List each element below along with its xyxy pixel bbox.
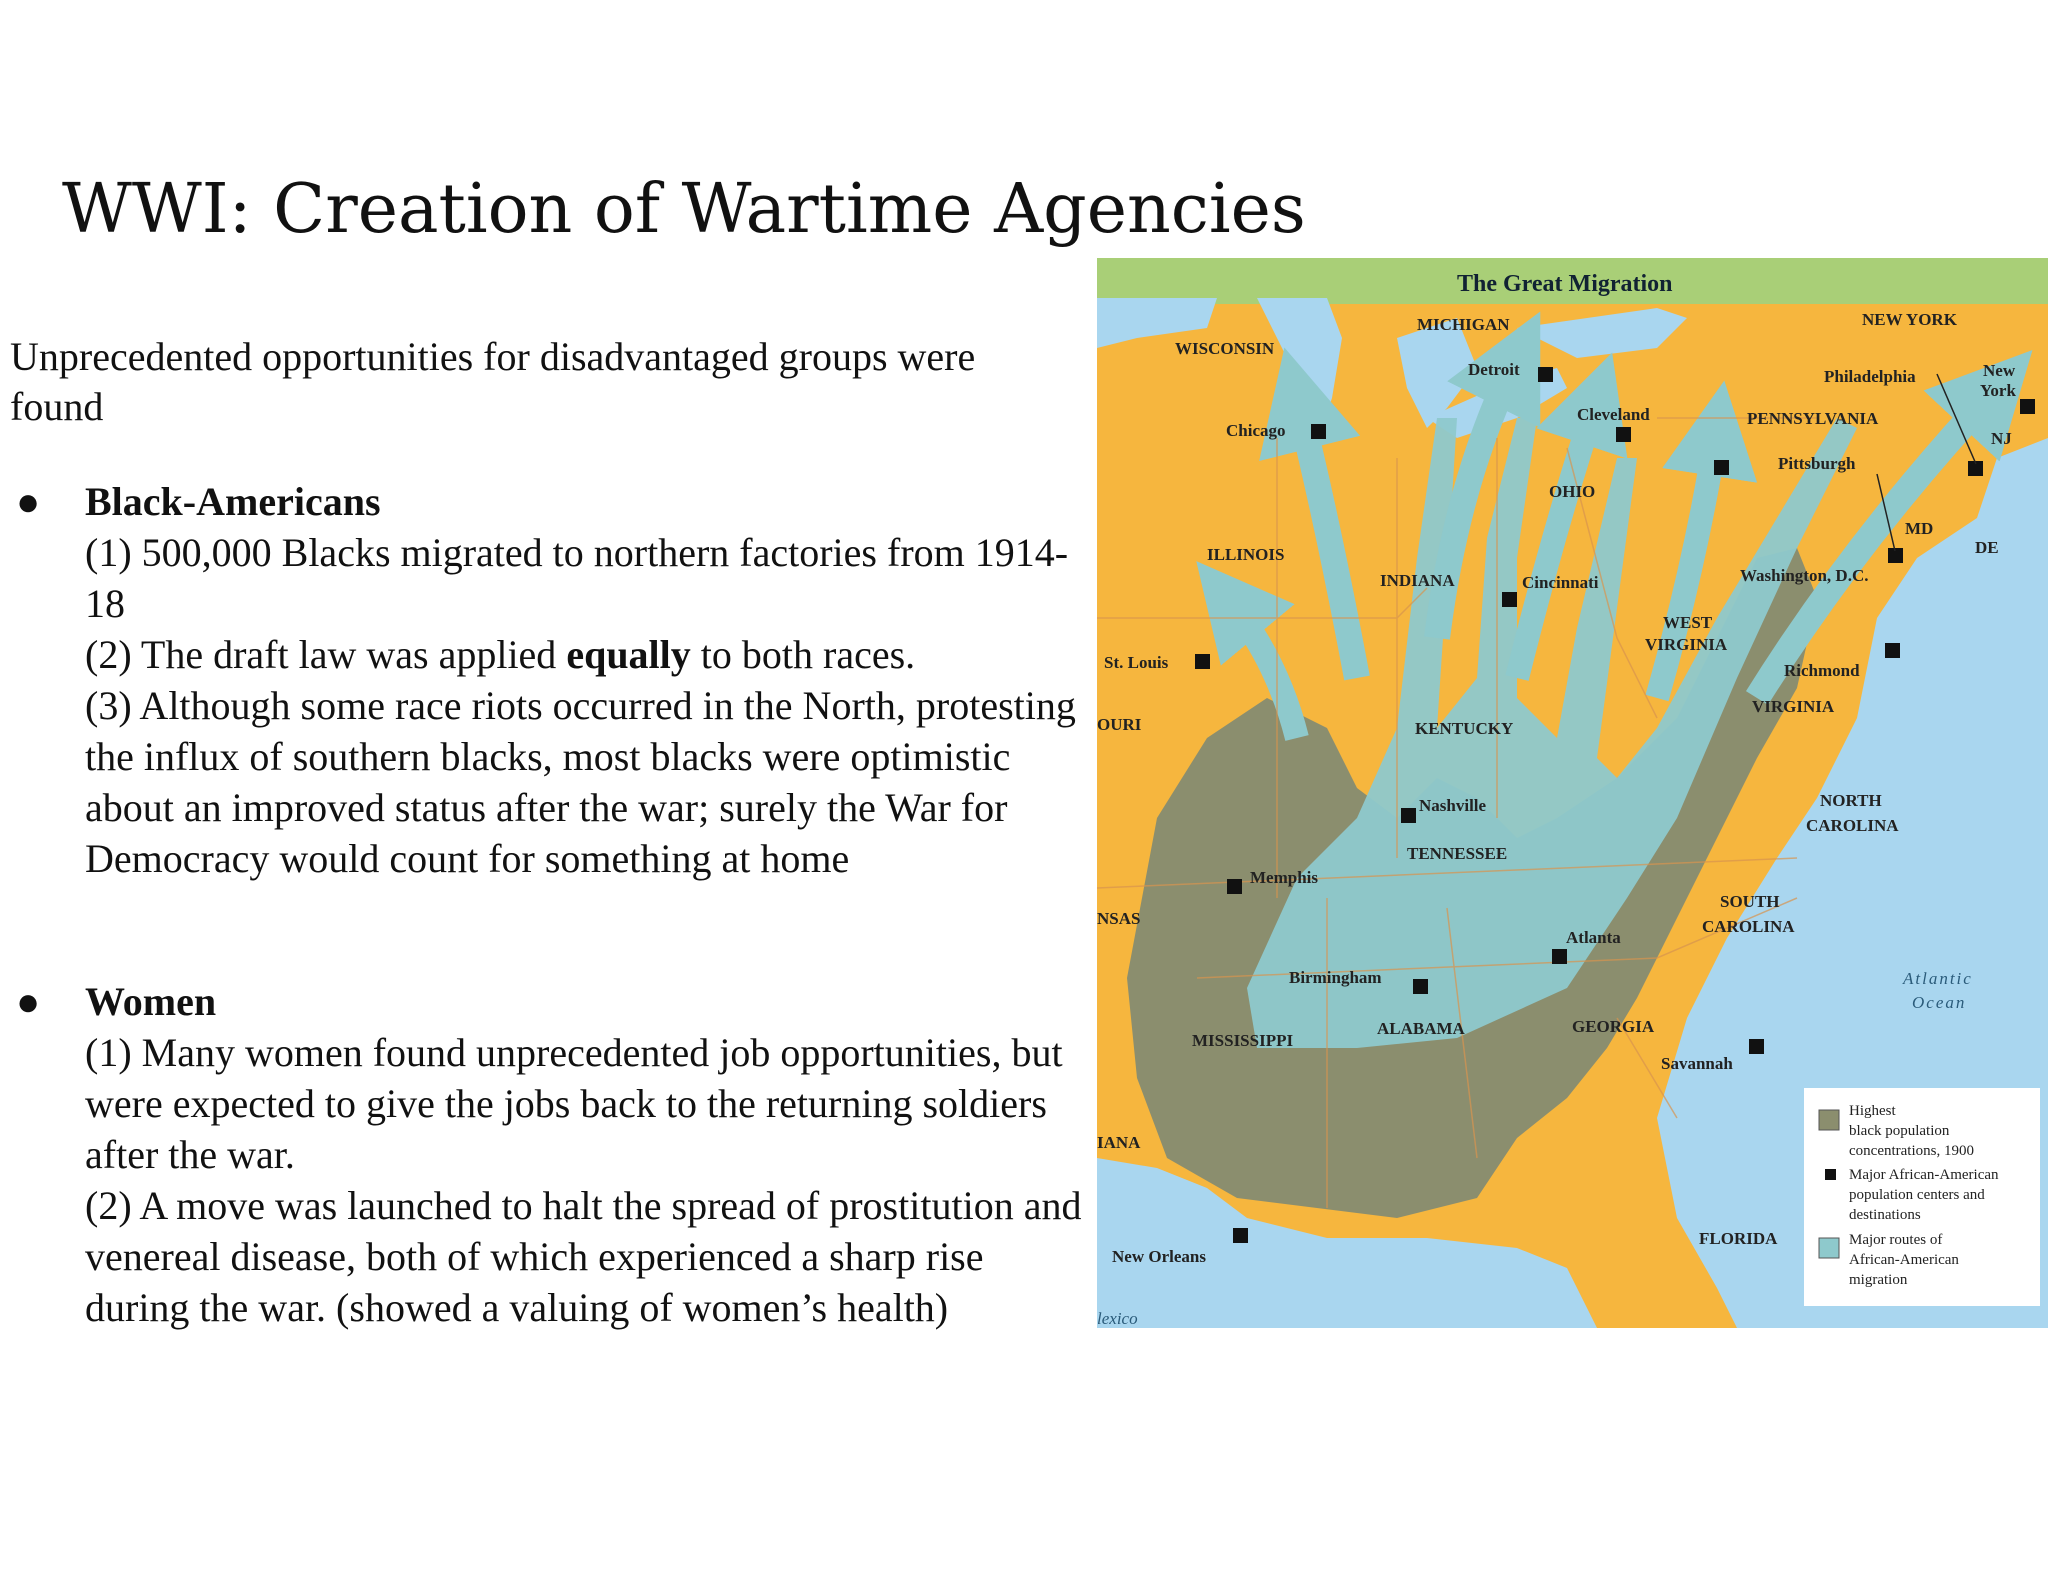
city-marker-nashville (1401, 808, 1416, 823)
city-marker-pittsburgh (1714, 460, 1729, 475)
section-item: (1) Many women found unprecedented job opportunities, but were expected to give the jobs back to the returning soldiers after the war. (85, 1030, 1063, 1177)
legend-swatch-routes (1819, 1238, 1839, 1258)
gulf-label: lexico (1097, 1309, 1138, 1328)
state-label: MD (1905, 519, 1934, 538)
state-label: KENTUCKY (1415, 719, 1514, 738)
city-label: Atlanta (1566, 928, 1621, 947)
state-label: FLORIDA (1699, 1229, 1778, 1248)
legend-swatch-centers (1825, 1169, 1836, 1180)
city-label: Birmingham (1289, 968, 1382, 987)
city-marker-newyork (2020, 399, 2035, 414)
slide-title: WWI: Creation of Wartime Agencies (62, 170, 1306, 249)
map-title: The Great Migration (1457, 271, 1673, 297)
state-label: DE (1975, 538, 1999, 557)
city-label: New Orleans (1112, 1247, 1206, 1266)
city-marker-atlanta (1552, 949, 1567, 964)
item-text: to both races. (690, 632, 916, 677)
city-label: St. Louis (1104, 653, 1169, 672)
state-label: IANA (1097, 1133, 1141, 1152)
item-emphasis: equally (566, 632, 691, 677)
city-marker-cincinnati (1502, 592, 1517, 607)
ocean-label: Atlantic (1903, 969, 1973, 988)
state-label: CAROLINA (1806, 816, 1899, 835)
city-label: New (1983, 361, 2016, 380)
city-label: York (1980, 381, 2016, 400)
state-label: NEW YORK (1862, 310, 1957, 329)
city-label: Detroit (1468, 360, 1520, 379)
state-label: WEST (1663, 613, 1713, 632)
city-label: Washington, D.C. (1740, 566, 1869, 585)
state-label: VIRGINIA (1752, 697, 1835, 716)
section-item: (2) A move was launched to halt the spread of prostitution and venereal disease, both of which experienced a sharp rise during the war. (showed a valuing of women’s health) (85, 1183, 1082, 1330)
legend-text: population centers and (1849, 1187, 1985, 1203)
city-label: Cincinnati (1522, 573, 1599, 592)
great-migration-map (1097, 258, 2048, 1328)
city-label: Pittsburgh (1778, 454, 1856, 473)
legend-swatch-concentration (1819, 1110, 1839, 1130)
bullet-dot-icon: ● (16, 479, 41, 524)
state-label: ILLINOIS (1207, 545, 1285, 564)
city-label: Nashville (1419, 796, 1487, 815)
city-marker-detroit (1538, 367, 1553, 382)
legend-text: black population (1849, 1123, 1950, 1139)
state-label: MICHIGAN (1417, 315, 1510, 334)
city-label: Cleveland (1577, 405, 1650, 424)
bullet-women (10, 976, 1090, 1333)
map-legend (1804, 1088, 2040, 1306)
section-item: (1) 500,000 Blacks migrated to northern factories from 1914-18 (85, 530, 1069, 626)
city-marker-savannah (1749, 1039, 1764, 1054)
state-label: INDIANA (1380, 571, 1455, 590)
city-label: Philadelphia (1824, 367, 1916, 386)
ocean-label: Ocean (1912, 993, 1967, 1012)
city-label: Richmond (1784, 661, 1860, 680)
legend-text: concentrations, 1900 (1849, 1143, 1974, 1159)
legend-text: destinations (1849, 1207, 1921, 1223)
item-text: (2) The draft law was applied (85, 632, 567, 677)
city-marker-neworleans (1233, 1228, 1248, 1243)
state-label: TENNESSEE (1407, 844, 1508, 863)
state-label: OURI (1097, 715, 1142, 734)
bullet-dot-icon: ● (16, 979, 41, 1024)
state-label: OHIO (1549, 482, 1596, 501)
legend-text: migration (1849, 1272, 1908, 1288)
city-marker-cleveland (1616, 427, 1631, 442)
city-marker-chicago (1311, 424, 1326, 439)
legend-text: Highest (1849, 1103, 1896, 1119)
legend-text: Major African-American (1849, 1167, 1999, 1183)
state-label: GEORGIA (1572, 1017, 1655, 1036)
section-item (85, 629, 1090, 680)
state-label: CAROLINA (1702, 917, 1795, 936)
state-label: NORTH (1820, 791, 1882, 810)
intro-text: Unprecedented opportunities for disadvantaged groups were found (10, 334, 976, 429)
city-marker-birmingham (1413, 979, 1428, 994)
state-label: NJ (1991, 429, 2012, 448)
state-label: VIRGINIA (1645, 635, 1728, 654)
state-label: ALABAMA (1377, 1019, 1465, 1038)
legend-text: African-American (1849, 1252, 1959, 1268)
state-label: PENNSYLVANIA (1747, 409, 1879, 428)
city-marker-stlouis (1195, 654, 1210, 669)
section-heading: Black-Americans (85, 479, 381, 524)
city-marker-memphis (1227, 879, 1242, 894)
city-marker-richmond (1885, 643, 1900, 658)
city-label: Savannah (1661, 1054, 1733, 1073)
section-heading: Women (85, 979, 217, 1024)
city-label: Chicago (1226, 421, 1286, 440)
state-label: NSAS (1097, 909, 1141, 928)
legend-text: Major routes of (1849, 1232, 1943, 1248)
state-label: MISSISSIPPI (1192, 1031, 1294, 1050)
section-item: (3) Although some race riots occurred in the North, protesting the influx of southern blacks, most blacks were optimistic about an improved status after the war; surely the War for Democracy would count for something at home (85, 683, 1076, 881)
bullet-black-americans (10, 476, 1090, 884)
state-label: WISCONSIN (1175, 339, 1275, 358)
state-label: SOUTH (1720, 892, 1780, 911)
city-label: Memphis (1250, 868, 1318, 887)
